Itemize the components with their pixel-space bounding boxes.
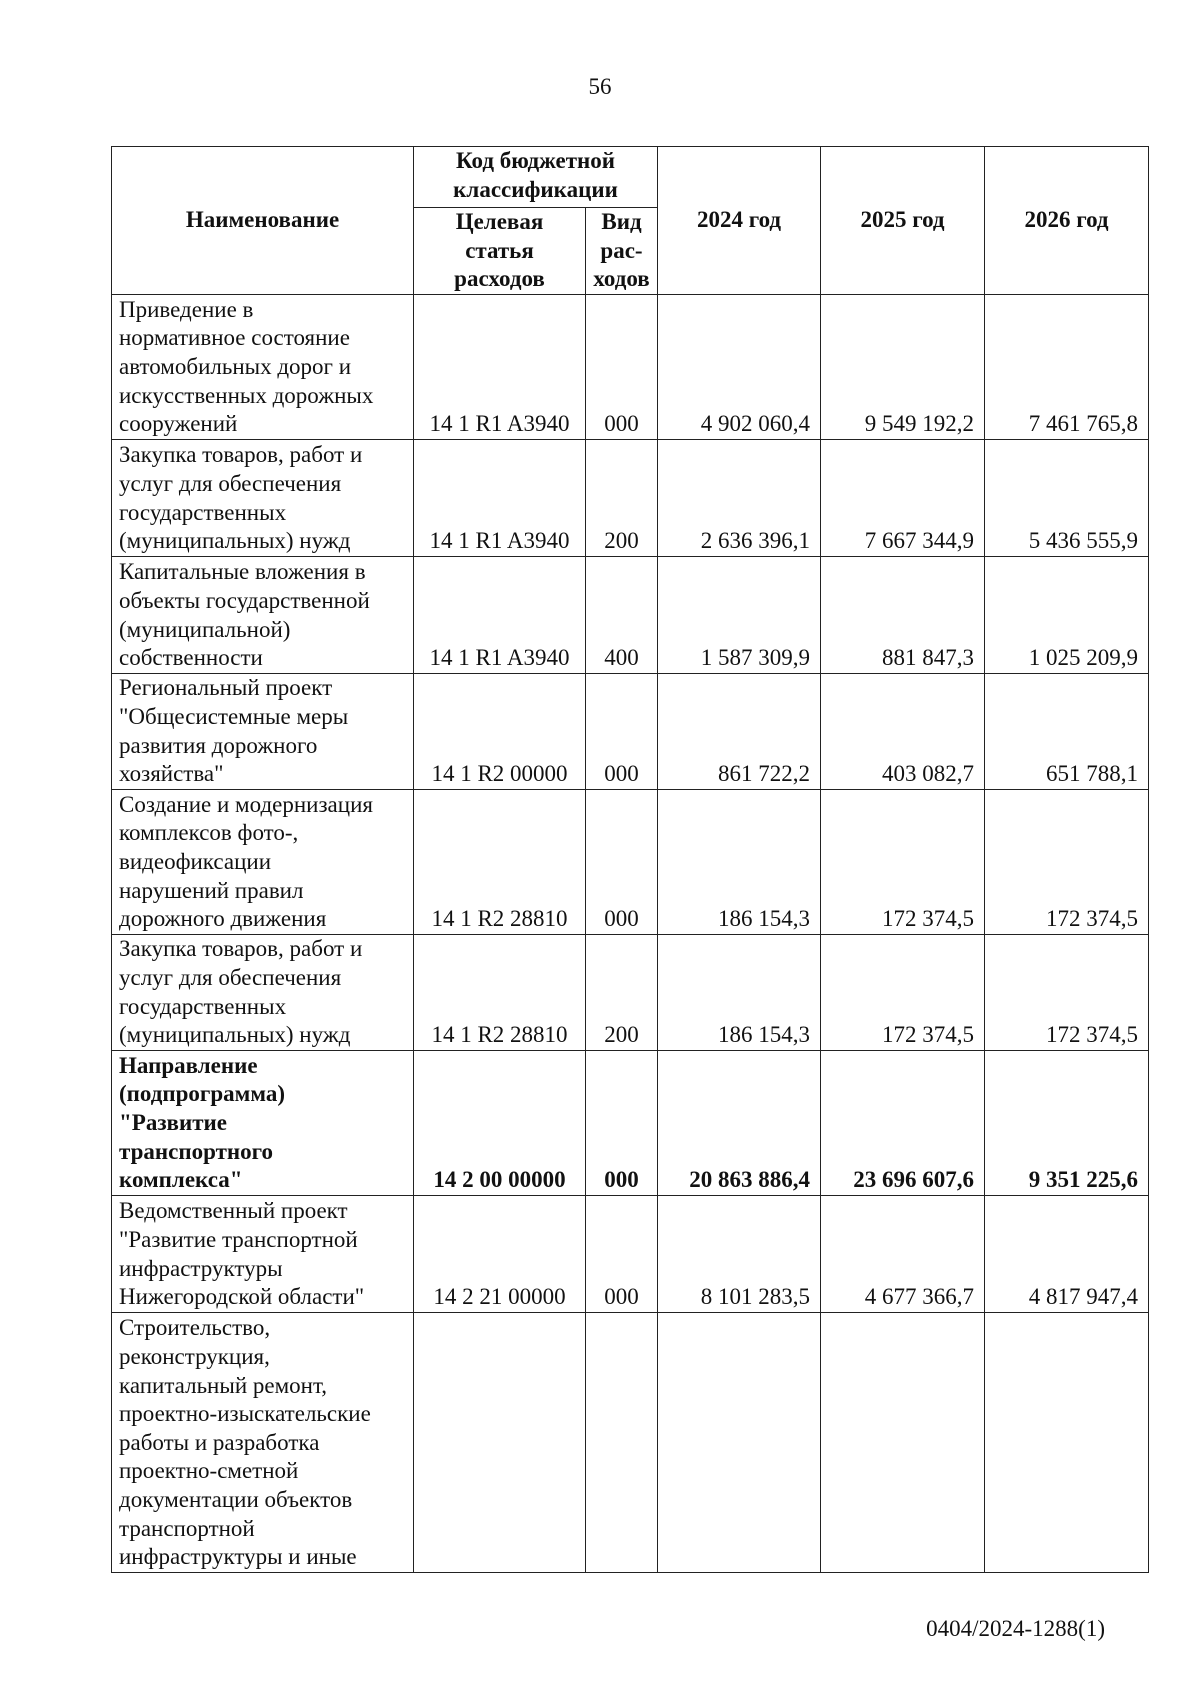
row-value-2024 <box>658 1312 821 1572</box>
table-row <box>112 439 1149 556</box>
row-expense-type <box>586 1312 658 1572</box>
table-row <box>112 294 1149 439</box>
row-value-2024: 2 636 396,1 <box>658 439 821 556</box>
header-year-2026: 2026 год <box>985 147 1149 295</box>
row-value-2024: 861 722,2 <box>658 673 821 789</box>
table-row <box>112 556 1149 673</box>
row-value-2024: 8 101 283,5 <box>658 1195 821 1312</box>
row-value-2024: 1 587 309,9 <box>658 556 821 673</box>
row-name: Закупка товаров, работ и услуг для обеспечения государственных (муниципальных) нужд <box>112 934 414 1050</box>
row-name: Направление (подпрограмма) "Развитие транспортного комплекса" <box>112 1050 414 1195</box>
row-expense-type: 000 <box>586 1195 658 1312</box>
row-name: Закупка товаров, работ и услуг для обеспечения государственных (муниципальных) нужд <box>112 439 414 556</box>
row-target-article: 14 1 R1 A3940 <box>414 294 586 439</box>
page-number: 56 <box>588 74 612 99</box>
table-row <box>112 934 1149 1050</box>
row-value-2025 <box>821 1312 985 1572</box>
row-value-2026: 4 817 947,4 <box>985 1195 1149 1312</box>
row-value-2024: 186 154,3 <box>658 934 821 1050</box>
row-target-article: 14 1 R1 A3940 <box>414 439 586 556</box>
header-target-article: Целевая статья расходов <box>414 208 586 295</box>
row-value-2026: 172 374,5 <box>985 789 1149 934</box>
table-row <box>112 789 1149 934</box>
row-value-2026: 9 351 225,6 <box>985 1050 1149 1195</box>
budget-table <box>111 146 1149 1573</box>
table-header <box>112 147 1149 295</box>
row-value-2026: 651 788,1 <box>985 673 1149 789</box>
row-value-2026 <box>985 1312 1149 1572</box>
row-value-2025: 172 374,5 <box>821 789 985 934</box>
table-row-subprogram <box>112 1050 1149 1195</box>
row-target-article: 14 1 R2 28810 <box>414 934 586 1050</box>
row-value-2025: 4 677 366,7 <box>821 1195 985 1312</box>
row-target-article: 14 1 R2 00000 <box>414 673 586 789</box>
row-expense-type: 200 <box>586 934 658 1050</box>
header-year-2024: 2024 год <box>658 147 821 295</box>
table-row <box>112 1312 1149 1572</box>
row-value-2024: 4 902 060,4 <box>658 294 821 439</box>
header-year-2025: 2025 год <box>821 147 985 295</box>
row-expense-type: 000 <box>586 789 658 934</box>
document-code: 0404/2024-1288(1) <box>926 1616 1105 1641</box>
row-name: Строительство, реконструкция, капитальный ремонт, проектно-изыскательские работы и разработка проектно-сметной документации объектов транспортной инфраструктуры и иные <box>112 1312 414 1572</box>
table-row <box>112 673 1149 789</box>
row-target-article: 14 1 R2 28810 <box>414 789 586 934</box>
row-value-2025: 881 847,3 <box>821 556 985 673</box>
row-value-2025: 172 374,5 <box>821 934 985 1050</box>
row-value-2025: 7 667 344,9 <box>821 439 985 556</box>
row-name: Приведение в нормативное состояние автомобильных дорог и искусственных дорожных сооружений <box>112 294 414 439</box>
row-value-2026: 172 374,5 <box>985 934 1149 1050</box>
table-row <box>112 1195 1149 1312</box>
row-value-2024: 186 154,3 <box>658 789 821 934</box>
row-expense-type: 000 <box>586 294 658 439</box>
row-value-2026: 1 025 209,9 <box>985 556 1149 673</box>
row-value-2025: 9 549 192,2 <box>821 294 985 439</box>
row-target-article: 14 1 R1 A3940 <box>414 556 586 673</box>
row-value-2025: 23 696 607,6 <box>821 1050 985 1195</box>
row-expense-type: 000 <box>586 673 658 789</box>
row-expense-type: 400 <box>586 556 658 673</box>
row-name: Создание и модернизация комплексов фото-, видеофиксации нарушений правил дорожного движения <box>112 789 414 934</box>
row-name: Капитальные вложения в объекты государственной (муниципальной) собственности <box>112 556 414 673</box>
row-expense-type: 000 <box>586 1050 658 1195</box>
row-name: Региональный проект "Общесистемные меры развития дорожного хозяйства" <box>112 673 414 789</box>
row-value-2024: 20 863 886,4 <box>658 1050 821 1195</box>
row-value-2026: 5 436 555,9 <box>985 439 1149 556</box>
header-code-group: Код бюджетной классификации <box>414 147 658 208</box>
row-name: Ведомственный проект "Развитие транспортной инфраструктуры Нижегородской области" <box>112 1195 414 1312</box>
row-target-article: 14 2 21 00000 <box>414 1195 586 1312</box>
row-target-article <box>414 1312 586 1572</box>
row-expense-type: 200 <box>586 439 658 556</box>
header-expense-type: Вид рас- ходов <box>586 208 658 295</box>
row-target-article: 14 2 00 00000 <box>414 1050 586 1195</box>
row-value-2026: 7 461 765,8 <box>985 294 1149 439</box>
row-value-2025: 403 082,7 <box>821 673 985 789</box>
header-name: Наименование <box>112 147 414 295</box>
